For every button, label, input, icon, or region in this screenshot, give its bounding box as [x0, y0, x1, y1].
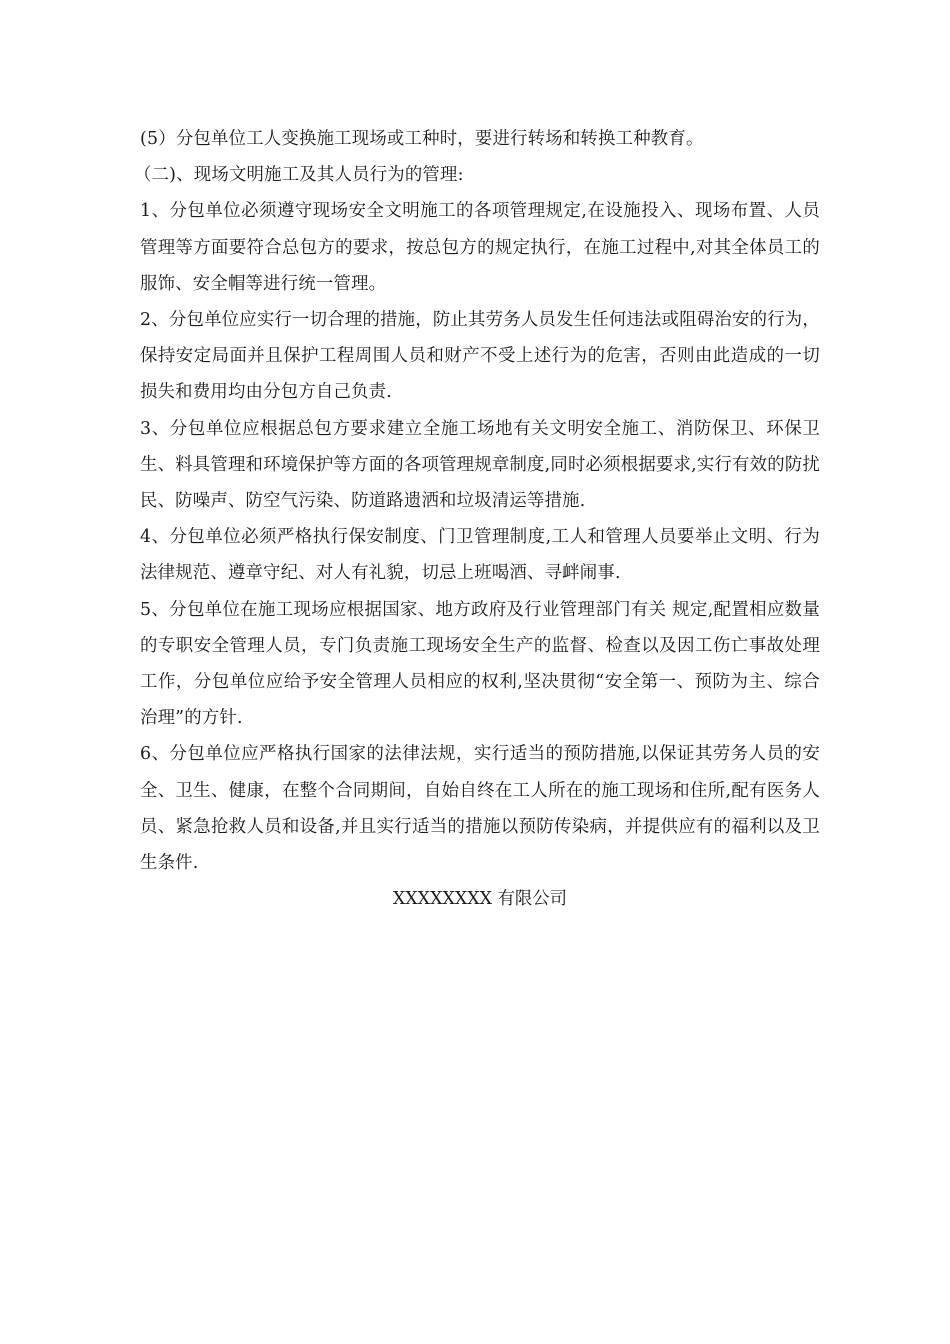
paragraph-3-management-rules: 3、分包单位应根据总包方要求建立全施工场地有关文明安全施工、消防保卫、环保卫生、料具管理和环境保护等方面的各项管理规章制度,同时必须根据要求,实行有效的防扰民、防噪声、防空气污染、防道路遗洒和垃圾清运等措施. — [140, 418, 820, 512]
paragraph-1-site-rules: 1、分包单位必须遵守现场安全文明施工的各项管理规定,在设施投入、现场布置、人员管理等方面要符合总包方的要求，按总包方的规定执行，在施工过程中,对其全体员工的服饰、安全帽等进行统一管理。 — [140, 201, 820, 294]
paragraph-5-safety-personnel: 5、分包单位在施工现场应根据国家、地方政府及行业管理部门有关 规定,配置相应数量的专职安全管理人员，专门负责施工现场安全生产的监督、检查以及因工伤亡事故处理工作，分包单位应给予安全管理人员相应的权利,坚决贯彻“安全第一、预防为主、综合治理”的方针. — [140, 599, 820, 729]
paragraph-4-conduct: 4、分包单位必须严格执行保安制度、门卫管理制度,工人和管理人员要举止文明、行为法律规范、遵章守纪、对人有礼貌，切忌上班喝酒、寻衅闹事. — [140, 527, 820, 584]
paragraph-item-5-education: (5）分包单位工人变换施工现场或工种时，要进行转场和转换工种教育。 — [140, 129, 704, 149]
paragraph-6-health-welfare: 6、分包单位应严格执行国家的法律法规，实行适当的预防措施,以保证其劳务人员的安全、卫生、健康，在整个合同期间，自始自终在工人所在的施工现场和住所,配有医务人员、紧急抢救人员和设备,并且实行适当的措施以预防传染病，并提供应有的福利以及卫生条件. — [140, 744, 820, 874]
section-heading-civilized-construction: （二)、现场文明施工及其人员行为的管理: — [134, 165, 464, 186]
paragraph-2-security-measures: 2、分包单位应实行一切合理的措施，防止其劳务人员发生任何违法或阻碍治安的行为，保持安定局面并且保护工程周围人员和财产不受上述行为的危害，否则由此造成的一切损失和费用均由分包方自己负责. — [140, 310, 820, 403]
company-signature: XXXXXXXX 有限公司 — [392, 889, 568, 910]
document-body — [134, 121, 820, 917]
